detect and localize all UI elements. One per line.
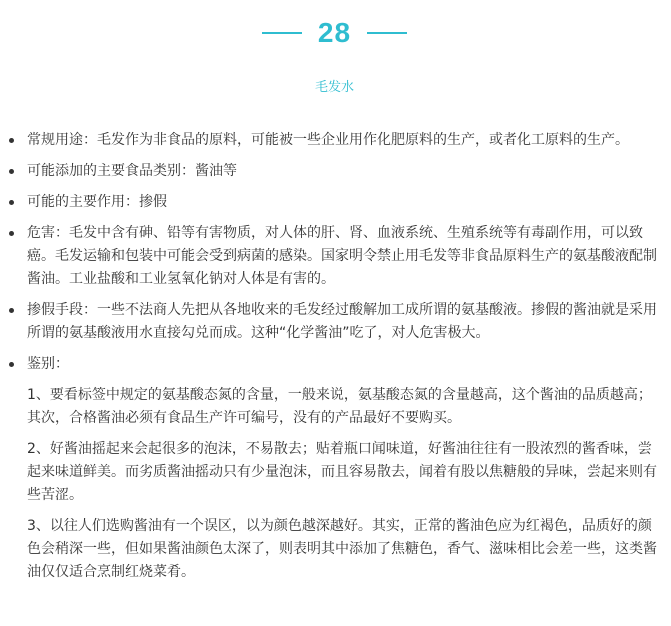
bullet-dot-icon (9, 362, 14, 367)
section-header (6, 14, 663, 52)
section-subtitle: 毛发水 (314, 80, 354, 95)
bullet-item-identification (6, 353, 663, 376)
identification-paragraph-1: 1、要看标签中规定的氨基酸态氮的含量，一般来说，氨基酸态氮的含量越高，这个酱油的品质越高；其次，合格酱油必须有食品生产许可编号，没有的产品最好不要购买。 (27, 387, 652, 426)
bullet-item-hazard (6, 222, 663, 291)
bullet-dot-icon (9, 231, 14, 236)
header-left-rule (262, 32, 302, 34)
bullet-text: 掺假手段：一些不法商人先把从各地收来的毛发经过酸解加工成所谓的氨基酸液。掺假的酱油就是采用所谓的氨基酸液用水直接勾兑而成。这种“化学酱油”吃了，对人危害极大。 (27, 302, 657, 341)
section-number: 28 (317, 17, 352, 48)
bullet-item-usage (6, 129, 663, 152)
bullet-text: 可能添加的主要食品类别：酱油等 (27, 163, 237, 179)
article (0, 14, 671, 626)
bullet-text: 常规用途：毛发作为非食品的原料，可能被一些企业用作化肥原料的生产，或者化工原料的生产。 (27, 132, 629, 148)
header-right-rule (367, 32, 407, 34)
bullet-dot-icon (9, 138, 14, 143)
identification-paragraph-3: 3、以往人们选购酱油有一个误区，以为颜色越深越好。其实，正常的酱油色应为红褐色，品质好的颜色会稍深一些，但如果酱油颜色太深了，则表明其中添加了焦糖色，香气、滋味相比会差一些，这类酱油仅仅适合烹制红烧菜肴。 (27, 518, 657, 580)
bullet-dot-icon (9, 200, 14, 205)
bullet-text: 可能的主要作用：掺假 (27, 194, 167, 210)
identification-paragraph-2: 2、好酱油摇起来会起很多的泡沫，不易散去；贴着瓶口闻味道，好酱油往往有一股浓烈的酱香味，尝起来味道鲜美。而劣质酱油摇动只有少量泡沫，而且容易散去，闻着有股以焦糖般的异味，尝起来则有些苦涩。 (27, 441, 657, 503)
bullet-dot-icon (9, 308, 14, 313)
bullet-text: 危害：毛发中含有砷、铅等有害物质，对人体的肝、肾、血液系统、生殖系统等有毒副作用，可以致癌。毛发运输和包装中可能会受到病菌的感染。国家明令禁止用毛发等非食品原料生产的氨基酸液配制酱油。工业盐酸和工业氢氧化钠对人体是有害的。 (27, 225, 657, 287)
bullet-item-adulteration (6, 299, 663, 345)
bullet-item-purpose (6, 191, 663, 214)
content-list (6, 129, 663, 584)
bullet-text: 鉴别： (27, 356, 69, 372)
bullet-item-food-category (6, 160, 663, 183)
bullet-dot-icon (9, 169, 14, 174)
